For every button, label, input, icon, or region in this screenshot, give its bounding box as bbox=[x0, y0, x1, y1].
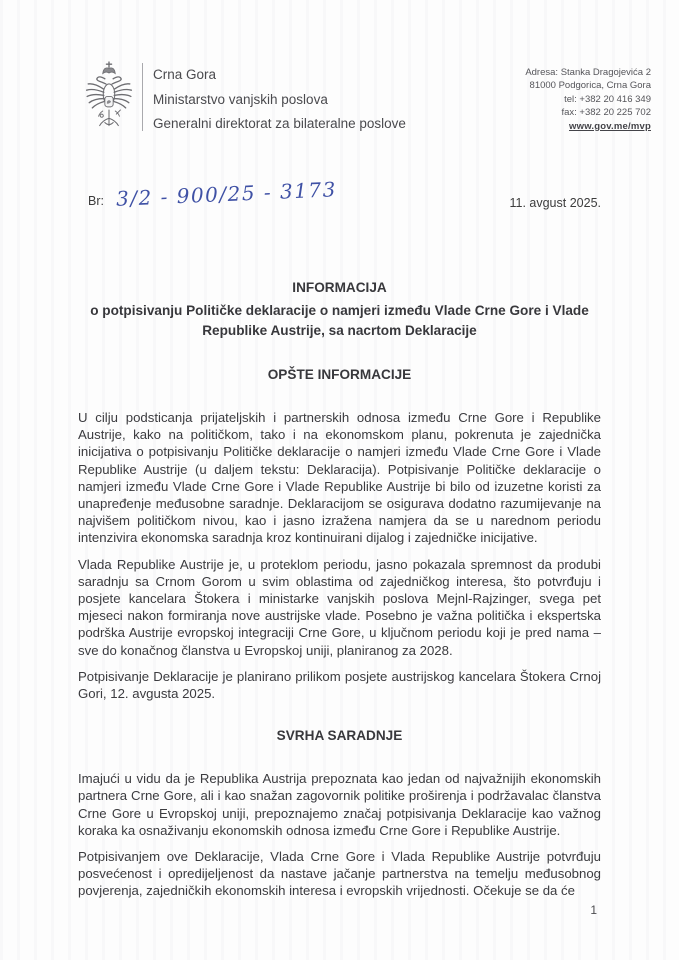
letterhead bbox=[84, 60, 651, 137]
letterhead-left bbox=[84, 60, 406, 137]
reference-label: Br: bbox=[88, 194, 104, 208]
address-street: Adresa: Stanka Dragojevića 2 bbox=[525, 67, 651, 78]
document-title: INFORMACIJA bbox=[292, 280, 387, 295]
page-number: 1 bbox=[590, 903, 597, 917]
paragraph-1: U cilju podsticanja prijateljskih i partnerskih odnosa između Crne Gore i Republike Austrije, kako na političkom, tako i na ekonomskom planu, pokrenuta je zajednička inicijativa o potpisivanju Političke deklaracije o namjeri između Vlade Crne Gore i Vlade Republike Austrije (u daljem tekstu: Deklaracija). Potpisivanje Političke deklaracije o namjeri između Vlade Crne Gore i Vlade Republike Austrije bi bilo od izuzetne koristi za unapređenje međusobne saradnje. Deklaracijom se osigurava dodatno razumijevanje na najvišem političkom nivou, kao i jasno izražena namjera da se u narednom periodu intenzivira ekonomska saradnja kroz kontinuirani dijalog i zajedničke inicijative. bbox=[78, 410, 601, 546]
paragraph-2: Vlada Republike Austrije je, u proteklom periodu, jasno pokazala spremnost da produbi saradnju sa Crnom Gorom u svim oblastima od zajedničkog interesa, što potvrđuju i posjete kancelara Štokera i ministarke vanjskih poslova Mejnl-Rajzinger, svega pet mjeseci nakon formiranja nove austrijske vlade. Posebno je važna politička i ekspertska podrška Austrije evropskoj integraciji Crne Gore, u ključnom periodu koji je pred nama – sve do konačnog članstva u Evropskoj uniji, planiranog za 2028. bbox=[78, 556, 601, 658]
reference-number-handwritten: 3/2 - 900/25 - 3173 bbox=[115, 177, 338, 211]
section-heading-svrha-saradnje: SVRHA SARADNJE bbox=[276, 728, 403, 744]
address-block bbox=[525, 60, 651, 133]
org-country: Crna Gora bbox=[153, 67, 217, 82]
letterhead-divider bbox=[142, 63, 143, 131]
address-tel: tel: +382 20 416 349 bbox=[564, 93, 651, 105]
org-ministry: Ministarstvo vanjskih poslova bbox=[153, 91, 328, 107]
paragraph-4: Imajući u vidu da je Republika Austrija prepoznata kao jedan od najvažnijih ekonomskih partnera Crne Gore, ali i kao snažan zagovornik politike proširenja i podržavalac članstva Crne Gore u Evropskoj uniji, prepoznajemo značaj potpisivanja Deklaracije kao važnog koraka ka osnaživanju ekonomskih odnosa između Crne Gore i Republike Austrije. bbox=[78, 771, 601, 838]
coat-of-arms-icon bbox=[84, 60, 134, 136]
website-link[interactable]: www.gov.me/mvp bbox=[569, 120, 651, 132]
reference-row bbox=[88, 177, 601, 220]
document-body bbox=[78, 280, 601, 909]
section-heading-opste-informacije: OPŠTE INFORMACIJE bbox=[267, 367, 412, 382]
paragraph-5: Potpisivanjem ove Deklaracije, Vlada Crne Gore i Vlada Republike Austrije potvrđuju posvećenost i opredijeljenost da nastave jačanje partnerstva na temelju međusobnog povjerenja, zajedničkih ekonomskih interesa i evropskih vrijednosti. Očekuje se da će bbox=[78, 849, 601, 899]
document-subtitle: o potpisivanju Političke deklaracije o namjeri između Vlade Crne Gore i Vlade Republike Austrije, sa nacrtom Deklaracije bbox=[90, 303, 589, 338]
address-fax: fax: +382 20 225 702 bbox=[561, 107, 651, 119]
org-directorate: Generalni direktorat za bilateralne poslove bbox=[153, 116, 406, 131]
address-city: 81000 Podgorica, Crna Gora bbox=[529, 80, 651, 92]
paragraph-3: Potpisivanje Deklaracije je planirano prilikom posjete austrijskog kancelara Štokera Crnoj Gori, 12. avgusta 2025. bbox=[78, 668, 601, 702]
document-date: 11. avgust 2025. bbox=[509, 196, 601, 210]
